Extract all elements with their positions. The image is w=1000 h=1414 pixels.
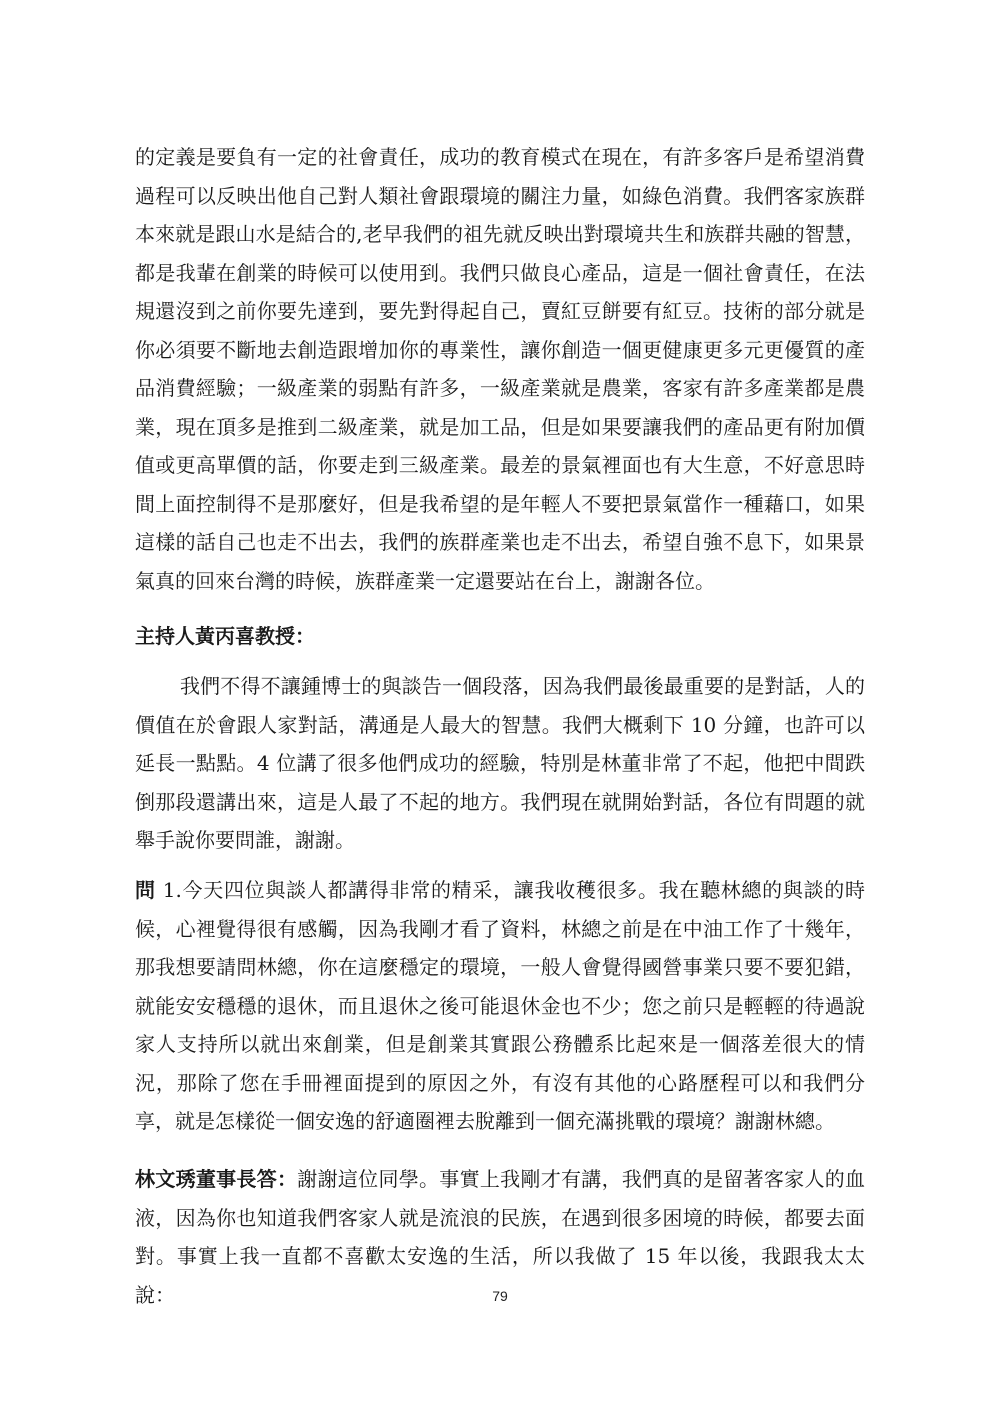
paragraph-continuation: 的定義是要負有一定的社會責任，成功的教育模式在現在，有許多客戶是希望消費過程可以反映出他自己對人類社會跟環境的關注力量，如綠色消費。我們客家族群本來就是跟山水是結合的,老早我們的祖先就反映出對環境共生和族群共融的智慧，都是我輩在創業的時候可以使用到。我們只做良心產品，這是一個社會責任，在法規還沒到之前你要先達到，要先對得起自己，賣紅豆餅要有紅豆。技術的部分就是你必須要不斷地去創造跟增加你的專業性，讓你創造一個更健康更多元更優質的產品消費經驗；一級產業的弱點有許多，一級產業就是農業，客家有許多產業都是農業，現在頂多是推到二級產業，就是加工品，但是如果要讓我們的產品更有附加價值或更高單價的話，你要走到三級產業。最差的景氣裡面也有大生意，不好意思時間上面控制得不是那麼好，但是我希望的是年輕人不要把景氣當作一種藉口，如果這樣的話自己也走不出去，我們的族群產業也走不出去，希望自強不息下，如果景氣真的回來台灣的時候，族群產業一定還要站在台上，謝謝各位。 [135,145,865,593]
question-text: 1.今天四位與談人都講得非常的精采，讓我收穫很多。我在聽林總的與談的時候，心裡覺得很有感觸，因為我剛才看了資料，林總之前是在中油工作了十幾年，那我想要請問林總，你在這麼穩定的環境，一般人會覺得國營事業只要不要犯錯，就能安安穩穩的退休，而且退休之後可能退休金也不少；您之前只是輕輕的待過說家人支持所以就出來創業，但是創業其實跟公務體系比起來是一個落差很大的情況，那除了您在手冊裡面提到的原因之外，有沒有其他的心路歷程可以和我們分享，就是怎樣從一個安逸的舒適圈裡去脫離到一個充滿挑戰的環境？謝謝林總。 [135,878,865,1133]
paragraph-host-remarks: 我們不得不讓鍾博士的與談告一個段落，因為我們最後最重要的是對話，人的價值在於會跟人家對話，溝通是人最大的智慧。我們大概剩下 10 分鐘，也許可以延長一點點。4 位講了很多他們成功的經驗，特別是林董非常了不起，他把中間跌倒那段還講出來，這是人最了不起的地方。我們現在就開始對話，各位有問題的就舉手說你要問誰，謝謝。 [135,674,865,852]
page-number: 79 [492,1288,508,1304]
answer-speaker-label: 林文琇董事長答： [135,1167,298,1191]
speaker-heading-host: 主持人黃丙喜教授： [135,624,315,648]
answer-text: 謝謝這位同學。事實上我剛才有講，我們真的是留著客家人的血液，因為你也知道我們客家人就是流浪的民族，在遇到很多困境的時候，都要去面對。事實上我一直都不喜歡太安逸的生活，所以我做了 15 年以後，我跟我太太說： [135,1167,866,1307]
paragraph-question-1 [135,871,865,1141]
question-label: 問 [135,878,156,902]
